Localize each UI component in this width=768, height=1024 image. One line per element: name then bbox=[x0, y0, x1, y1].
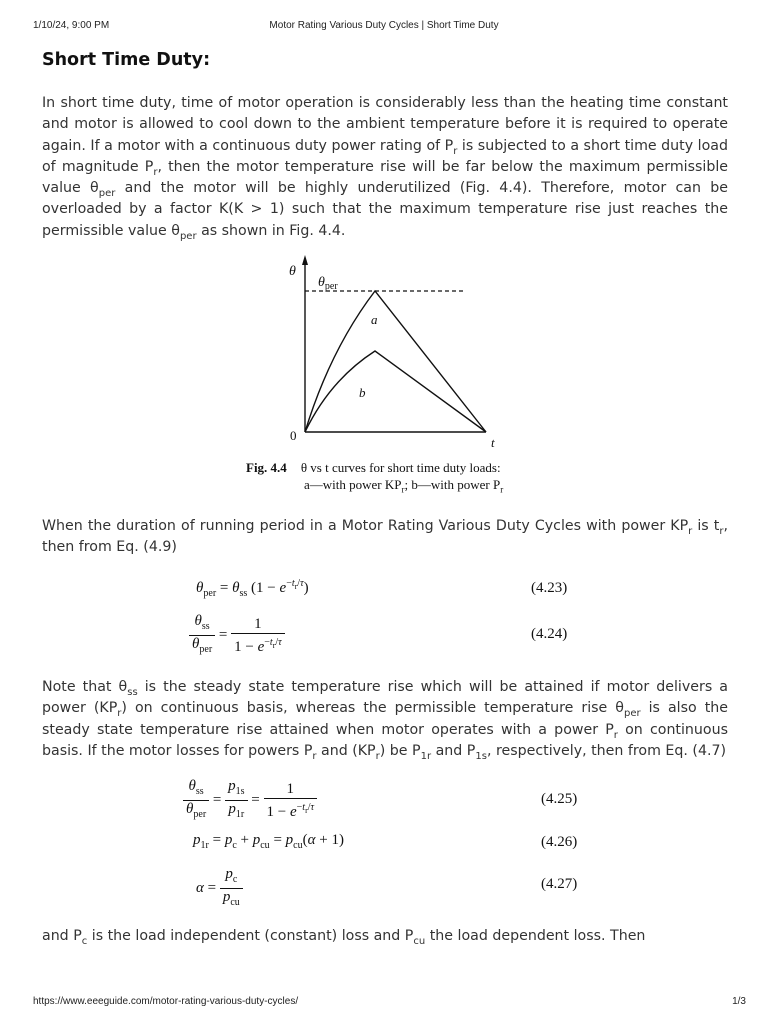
curve-a-label: a bbox=[371, 312, 378, 327]
equation-number-4-25: (4.25) bbox=[541, 791, 578, 807]
curve-b bbox=[305, 351, 486, 432]
figure-caption: Fig. 4.4 θ vs t curves for short time duty loads: a—with power $KP_r$; b—with power $P_r$ bbox=[246, 460, 504, 495]
equation-4-25: $\frac{\theta_{ss}}{\theta_{per}}$ = $\frac{p_{1s}}{p_{1r}}$ = $\frac{1}{1 - e^{-t_r/\tau}}$ bbox=[183, 778, 317, 823]
theta-per-label: $\theta_{per}$ bbox=[318, 275, 338, 292]
equation-4-23: $\theta_{per} = \theta_{ss}$ $(1 - e^{-t_r/\tau})$ bbox=[196, 578, 309, 599]
equation-number-4-24: (4.24) bbox=[531, 626, 568, 642]
x-axis-label: t bbox=[491, 435, 495, 450]
origin-label: 0 bbox=[290, 428, 297, 443]
print-date: 1/10/24, 9:00 PM bbox=[33, 20, 110, 31]
section-heading: Short Time Duty: bbox=[42, 50, 211, 70]
equation-4-27: α = $\frac{p_c}{p_{cu}}$ bbox=[196, 866, 243, 911]
y-axis-arrow bbox=[302, 255, 308, 265]
curve-b-label: b bbox=[359, 385, 366, 400]
equation-4-24: $\frac{\theta_{ss}}{\theta_{per}}$ = $\frac{1}{1 - e^{-t_r/\tau}}$ bbox=[189, 613, 285, 658]
print-page-title: Motor Rating Various Duty Cycles | Short Time Duty bbox=[269, 20, 499, 31]
y-axis-label: θ bbox=[289, 264, 296, 279]
equation-4-26: $p_{1r} = p_c + p_{cu} = p_{cu}(\alpha + 1)$ bbox=[193, 832, 344, 851]
equation-number-4-26: (4.26) bbox=[541, 834, 578, 850]
steady-state-paragraph: Note that $\theta_{ss}$ is the steady state temperature rise which will be attained if motor delivers a power $(KP_r)$ on continuous basis, whereas the permissible temperature rise $\theta_{per}$ is also the steady state temperature rise attained when motor operates with a power $P_r$ on continuous basis. If the motor losses for powers $P_r$ and $(KP_r)$ be $P_{1r}$ and $P_{1s}$, respectively, then from Eq. (4.7) bbox=[42, 679, 728, 762]
equation-number-4-27: (4.27) bbox=[541, 876, 578, 892]
loss-definition-paragraph: and $P_c$ is the load independent (constant) loss and $P_{cu}$ the load dependent loss. Then bbox=[42, 928, 646, 947]
intro-paragraph: In short time duty, time of motor operation is considerably less than the heating time constant and motor is allowed to cool down to the ambient temperature before it is required to operate again. If a motor with a continuous duty power rating of $P_r$ is subjected to a short time duty load of magnitude $P_r$, then the motor temperature rise will be far below the maximum permissible value $\theta_{per}$ and the motor will be highly underutilized (Fig. 4.4). Therefore, motor can be overloaded by a factor K(K > 1) such that the maximum temperature rise just reaches the permissible value $\theta_{per}$ as shown in Fig. 4.4. bbox=[42, 95, 729, 242]
equation-number-4-23: (4.23) bbox=[531, 580, 568, 596]
print-source-url: https://www.eeeguide.com/motor-rating-various-duty-cycles/ bbox=[33, 996, 299, 1007]
curve-a bbox=[305, 291, 486, 432]
print-page-number: 1/3 bbox=[732, 996, 746, 1007]
running-period-paragraph: When the duration of running period in a Motor Rating Various Duty Cycles with power $KP_r$ is $t_r$, then from Eq. (4.9) bbox=[42, 518, 728, 556]
